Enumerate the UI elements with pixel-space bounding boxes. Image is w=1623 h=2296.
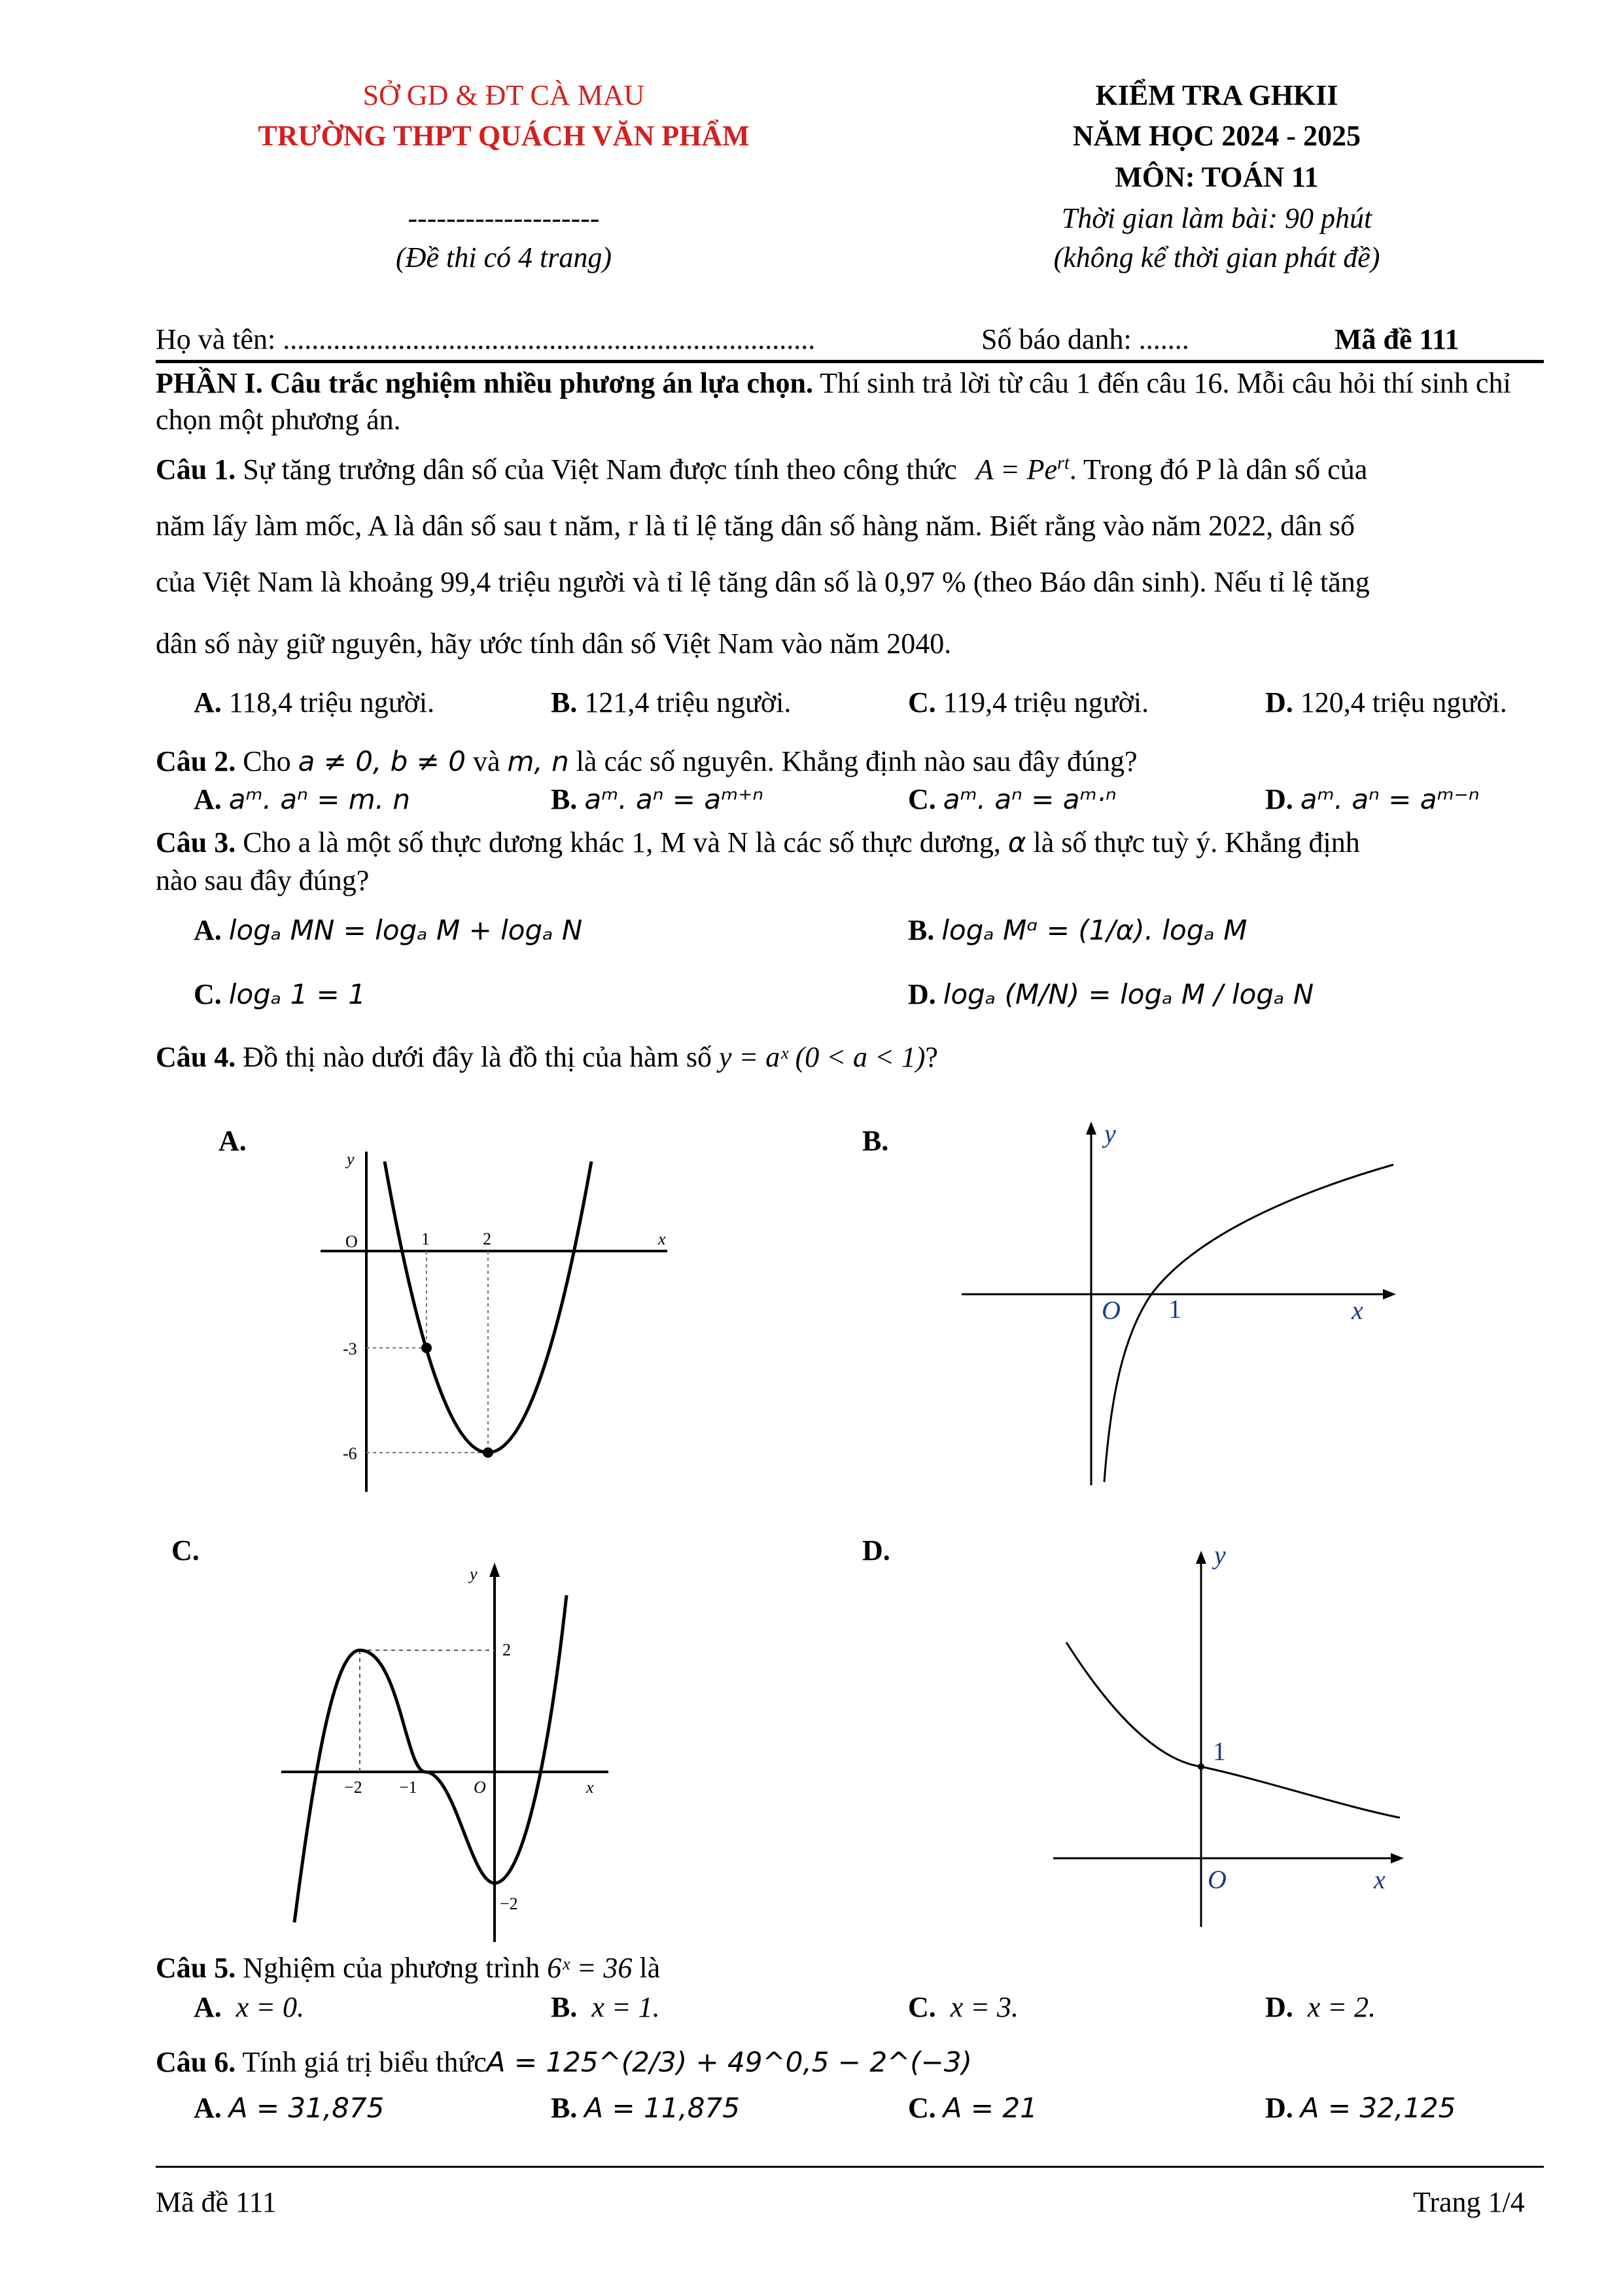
q2-stem [156, 745, 1137, 778]
graph-d-label: D. [862, 1534, 890, 1566]
q4-qmark: ? [925, 1041, 938, 1073]
q1-option-a-text: 118,4 triệu người. [221, 686, 435, 718]
q6-option-d[interactable] [1265, 2091, 1456, 2125]
q6-option-a[interactable] [194, 2091, 384, 2125]
q3-option-b-key: B. [908, 914, 935, 946]
graph-b-x-arrow [1383, 1289, 1396, 1299]
q3-option-d[interactable] [908, 978, 1314, 1011]
part1-title: PHẦN I. Câu trắc nghiệm nhiều phương án lựa chọn. [156, 367, 813, 399]
footer-rule [156, 2166, 1544, 2168]
q5-text-b: là [632, 1952, 661, 1984]
graph-c-y-label: y [470, 1564, 478, 1583]
q1-option-d[interactable] [1265, 686, 1507, 719]
q2-text-c: là các số nguyên. Khẳng định nào sau đây đúng? [568, 745, 1138, 777]
q3-option-c-key: C. [194, 978, 222, 1010]
q2-option-c-text: aᵐ. aⁿ = aᵐ·ⁿ [943, 783, 1117, 815]
q6-option-c-text: A = 21 [943, 2092, 1038, 2124]
school-name: TRƯỜNG THPT QUÁCH VĂN PHẨM [258, 120, 750, 152]
graph-b [962, 1119, 1406, 1485]
graph-c-tick-2y: 2 [502, 1640, 511, 1659]
q3-line1 [156, 826, 1360, 859]
graph-a-label: A. [218, 1125, 247, 1157]
q3-line2: nào sau đây đúng? [156, 864, 370, 896]
q1-text-b: . Trong đó P là dân số của [1069, 453, 1368, 486]
q1-option-c-key: C. [908, 686, 936, 718]
graph-a [314, 1132, 693, 1498]
q5-option-d-key: D. [1265, 1991, 1293, 2023]
graph-c-tick-m2y: −2 [500, 1894, 518, 1913]
q6-option-d-text: A = 32,125 [1300, 2092, 1456, 2124]
q3-label: Câu 3. [156, 826, 236, 858]
q6-formula: A = 125^(2/3) + 49^0,5 − 2^(−3) [486, 2046, 972, 2078]
q5-option-b-text: x = 1. [591, 1991, 660, 2023]
q3-text-b: là số thực tuỳ ý. Khẳng định [1026, 826, 1360, 858]
graph-c-label: C. [171, 1534, 200, 1566]
q5-option-a[interactable] [194, 1990, 304, 2024]
graph-d-intercept [1198, 1763, 1204, 1770]
q3-text-a: Cho a là một số thực dương khác 1, M và N là các số thực dương, [236, 826, 1008, 858]
q6-option-b[interactable] [551, 2091, 740, 2125]
q2-option-b-key: B. [551, 783, 578, 815]
q5-option-a-key: A. [194, 1991, 222, 2023]
q6-option-c-key: C. [908, 2092, 936, 2124]
graph-c-x-label: x [586, 1778, 594, 1797]
q2-label: Câu 2. [156, 745, 236, 777]
q4-formula: y = aˣ (0 < a < 1) [719, 1041, 926, 1073]
graph-c-y-arrow [489, 1563, 500, 1577]
school-year: NĂM HỌC 2024 - 2025 [1073, 120, 1361, 152]
exam-title: KIỂM TRA GHKII [1095, 79, 1338, 111]
part1-heading [156, 365, 1543, 438]
q1-option-c[interactable] [908, 686, 1149, 719]
graph-d-y-label: y [1214, 1540, 1226, 1570]
candidate-id-field[interactable]: Số báo danh: ....... [981, 323, 1189, 355]
q1-line1 [156, 453, 1367, 486]
q2-option-c[interactable] [908, 783, 1117, 816]
q5-text-a: Nghiệm của phương trình [236, 1952, 548, 1984]
graph-d-x-arrow [1391, 1853, 1404, 1863]
header-rule [156, 360, 1544, 363]
q2-vars: m, n [507, 745, 569, 777]
q2-option-a-key: A. [194, 783, 222, 815]
q4-label: Câu 4. [156, 1041, 236, 1073]
exam-time: Thời gian làm bài: 90 phút [1061, 202, 1372, 234]
q2-option-b[interactable] [551, 783, 763, 816]
graph-d-y-arrow [1196, 1551, 1206, 1564]
exam-time-note: (không kể thời gian phát đề) [1053, 241, 1380, 274]
q3-option-b-text: logₐ Mᵅ = (1/α). logₐ M [941, 914, 1248, 946]
q2-option-c-key: C. [908, 783, 936, 815]
q5-option-c[interactable] [908, 1990, 1019, 2024]
q5-stem [156, 1951, 660, 1985]
q5-option-c-text: x = 3. [950, 1991, 1019, 2023]
graph-a-tick-1: 1 [421, 1229, 430, 1248]
q2-option-b-text: aᵐ. aⁿ = aᵐ⁺ⁿ [584, 783, 764, 815]
q1-option-a-key: A. [194, 686, 222, 718]
q1-option-b-key: B. [551, 686, 578, 718]
graph-a-tick-m6: -6 [343, 1444, 357, 1463]
q1-line3: của Việt Nam là khoảng 99,4 triệu người và tỉ lệ tăng dân số là 0,97 % (theo Báo dân sinh). Nếu tỉ lệ tăng [156, 566, 1370, 598]
department-name: SỞ GD & ĐT CÀ MAU [362, 79, 645, 111]
graph-d-x-label: x [1374, 1865, 1386, 1894]
q1-option-d-key: D. [1265, 686, 1293, 718]
graph-d-tick-1: 1 [1213, 1737, 1226, 1766]
q6-option-a-key: A. [194, 2092, 222, 2124]
q3-option-d-key: D. [908, 978, 936, 1010]
graph-a-y-label: y [347, 1150, 355, 1169]
q2-option-d-text: aᵐ. aⁿ = aᵐ⁻ⁿ [1300, 783, 1480, 815]
q6-text: Tính giá trị biểu thức [236, 2046, 487, 2078]
q2-option-d-key: D. [1265, 783, 1293, 815]
q1-formula-exp: rt [1057, 453, 1070, 474]
graph-a-origin: O [345, 1232, 358, 1251]
footer-page-number: Trang 1/4 [1413, 2186, 1525, 2218]
q1-option-c-text: 119,4 triệu người. [935, 686, 1149, 718]
graph-c-curve [294, 1595, 567, 1922]
q2-option-a-text: aᵐ. aⁿ = m. n [228, 783, 411, 815]
subject: MÔN: TOÁN 11 [1115, 161, 1319, 193]
graph-d [1047, 1540, 1413, 1930]
q1-line4: dân số này giữ nguyên, hãy ước tính dân số Việt Nam vào năm 2040. [156, 627, 952, 660]
q3-option-a[interactable] [194, 913, 582, 947]
graph-b-tick-1: 1 [1168, 1294, 1181, 1324]
q6-option-a-text: A = 31,875 [228, 2092, 385, 2124]
graph-c [275, 1556, 615, 1942]
q6-stem [156, 2045, 972, 2079]
q1-option-b-text: 121,4 triệu người. [577, 686, 792, 718]
q5-option-c-key: C. [908, 1991, 936, 2023]
q6-label: Câu 6. [156, 2046, 236, 2078]
graph-c-tick-m2x: −2 [344, 1778, 362, 1797]
q5-option-d[interactable] [1265, 1990, 1376, 2024]
q6-option-c[interactable] [908, 2091, 1038, 2125]
q4-text: Đồ thị nào dưới đây là đồ thị của hàm số [236, 1041, 720, 1073]
header-divider-dashes: -------------------- [408, 202, 600, 234]
graph-a-tick-2: 2 [483, 1229, 491, 1248]
q1-text-a: Sự tăng trưởng dân số của Việt Nam được tính theo công thức [236, 453, 964, 486]
graph-a-tick-m3: -3 [343, 1339, 357, 1358]
q3-option-a-text: logₐ MN = logₐ M + logₐ N [228, 914, 583, 946]
q1-option-a[interactable] [194, 686, 434, 719]
q5-option-a-text: x = 0. [236, 1991, 305, 2023]
graph-b-y-arrow [1086, 1122, 1096, 1135]
q4-stem [156, 1040, 938, 1074]
q6-option-b-text: A = 11,875 [584, 2092, 740, 2124]
q3-alpha: α [1007, 826, 1026, 858]
q3-option-d-text: logₐ (M/N) = logₐ M / logₐ N [943, 978, 1314, 1010]
graph-d-origin: O [1208, 1865, 1227, 1894]
q3-option-b[interactable] [908, 913, 1247, 947]
graph-a-x-label: x [658, 1229, 666, 1248]
graph-a-point-vertex [483, 1447, 493, 1458]
part1-instruction: Thí sinh trả lời từ câu 1 đến câu 16. Mỗi câu hỏi thí sinh chỉ chọn một phương án. [156, 367, 1511, 436]
q1-option-d-text: 120,4 triệu người. [1293, 686, 1507, 718]
graph-c-origin: O [474, 1778, 486, 1797]
graph-c-tick-m1x: −1 [399, 1778, 417, 1797]
candidate-name-field[interactable]: Họ và tên: .......................................................................... [156, 323, 816, 355]
graph-a-point-1 [421, 1343, 432, 1353]
graph-b-curve [1104, 1165, 1393, 1482]
q6-option-d-key: D. [1265, 2092, 1293, 2124]
q6-option-b-key: B. [551, 2092, 578, 2124]
graph-b-y-label: y [1104, 1119, 1116, 1148]
pages-note: (Đề thi có 4 trang) [396, 241, 612, 274]
q2-option-a[interactable] [194, 783, 410, 816]
q1-label: Câu 1. [156, 453, 236, 486]
q5-option-d-text: x = 2. [1307, 1991, 1376, 2023]
graph-b-label: B. [862, 1125, 889, 1157]
q3-option-c[interactable] [194, 978, 366, 1011]
q2-condition: a ≠ 0, b ≠ 0 [298, 745, 466, 777]
q5-formula: 6ˣ = 36 [547, 1952, 633, 1984]
graph-b-origin: O [1102, 1296, 1121, 1325]
exam-code: Mã đề 111 [1335, 323, 1459, 355]
graph-b-x-label: x [1352, 1296, 1363, 1325]
q5-option-b[interactable] [551, 1990, 660, 2024]
q1-formula: A = Pe [975, 453, 1058, 486]
q2-text-b: và [465, 745, 508, 777]
q5-option-b-key: B. [551, 1991, 578, 2023]
footer-exam-code: Mã đề 111 [156, 2186, 277, 2218]
graph-d-curve [1066, 1642, 1400, 1818]
q1-option-b[interactable] [551, 686, 791, 719]
q1-line2: năm lấy làm mốc, A là dân số sau t năm, r là tỉ lệ tăng dân số hàng năm. Biết rằng vào năm 2022, dân số [156, 510, 1355, 542]
q2-text-a: Cho [236, 745, 298, 777]
q5-label: Câu 5. [156, 1952, 236, 1984]
q3-option-c-text: logₐ 1 = 1 [228, 978, 366, 1010]
q2-option-d[interactable] [1265, 783, 1480, 816]
q3-option-a-key: A. [194, 914, 222, 946]
